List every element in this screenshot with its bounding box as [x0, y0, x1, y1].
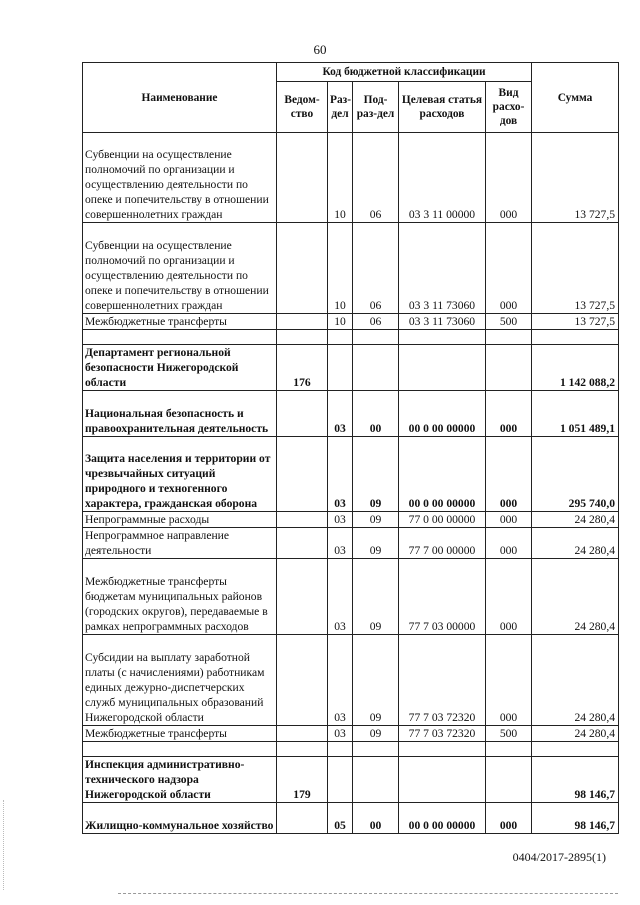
spacer-row	[83, 330, 619, 345]
cell-ved	[277, 437, 328, 512]
table-row	[83, 559, 619, 635]
cell-sum: 24 280,4	[532, 528, 619, 559]
cell-podrazdel: 09	[353, 437, 399, 512]
cell-csr: 77 7 03 72320	[399, 635, 486, 726]
page-number: 60	[313, 42, 327, 57]
cell-name: Межбюджетные трансферты	[83, 314, 277, 330]
cell-name: Субсидии на выплату заработной платы (с начислениями) работникам единых дежурно-диспетчерских служб муниципальных образований Нижегородской области	[83, 635, 277, 726]
col-header-name: Наименование	[83, 63, 277, 133]
cell-sum: 24 280,4	[532, 635, 619, 726]
table-row	[83, 314, 619, 330]
cell-csr: 03 3 11 00000	[399, 133, 486, 223]
cell-sum: 98 146,7	[532, 757, 619, 803]
table-body	[83, 133, 619, 834]
table-row	[83, 512, 619, 528]
cell-razdel	[328, 757, 353, 803]
cell-podrazdel	[353, 345, 399, 391]
table-row	[83, 803, 619, 834]
table-row	[83, 133, 619, 223]
cell-podrazdel: 00	[353, 803, 399, 834]
cell-name: Департамент региональной безопасности Нижегородской области	[83, 345, 277, 391]
cell-razdel: 03	[328, 391, 353, 437]
col-header-celevaya: Целевая статья расходов	[399, 82, 486, 133]
cell-ved	[277, 559, 328, 635]
cell-sum: 295 740,0	[532, 437, 619, 512]
cell-vid: 000	[486, 512, 532, 528]
cell-csr: 00 0 00 00000	[399, 437, 486, 512]
col-header-razdel: Раз-дел	[328, 82, 353, 133]
cell-name: Межбюджетные трансферты	[83, 726, 277, 742]
cell-vid: 000	[486, 559, 532, 635]
cell-podrazdel	[353, 757, 399, 803]
cell-podrazdel: 06	[353, 223, 399, 314]
cell-sum: 1 142 088,2	[532, 345, 619, 391]
cell-razdel: 10	[328, 314, 353, 330]
table-row	[83, 345, 619, 391]
cell-vid	[486, 345, 532, 391]
cell-csr	[399, 757, 486, 803]
cell-csr: 77 7 00 00000	[399, 528, 486, 559]
cell-csr	[399, 345, 486, 391]
cell-sum: 1 051 489,1	[532, 391, 619, 437]
table-header	[83, 63, 619, 133]
cell-name: Защита населения и территории от чрезвычайных ситуаций природного и техногенного характера, гражданская оборона	[83, 437, 277, 512]
col-header-podrazdel: Под-раз-дел	[353, 82, 399, 133]
cell-razdel: 03	[328, 437, 353, 512]
cell-podrazdel: 09	[353, 559, 399, 635]
cell-podrazdel: 09	[353, 512, 399, 528]
cell-ved	[277, 223, 328, 314]
cell-name: Межбюджетные трансферты бюджетам муниципальных районов (городских округов), передаваемые в рамках непрограммных расходов	[83, 559, 277, 635]
cell-ved	[277, 314, 328, 330]
cell-sum: 98 146,7	[532, 803, 619, 834]
cell-razdel: 03	[328, 726, 353, 742]
col-header-vedomstvo: Ведом-ство	[277, 82, 328, 133]
cell-razdel: 10	[328, 133, 353, 223]
cell-ved	[277, 391, 328, 437]
budget-table-container	[82, 62, 618, 834]
table-row	[83, 391, 619, 437]
cell-razdel: 03	[328, 635, 353, 726]
cell-ved	[277, 133, 328, 223]
cell-csr: 03 3 11 73060	[399, 314, 486, 330]
cell-name: Непрограммное направление деятельности	[83, 528, 277, 559]
spacer-row	[83, 742, 619, 757]
table-row	[83, 223, 619, 314]
cell-vid: 000	[486, 391, 532, 437]
cell-ved	[277, 726, 328, 742]
cell-csr: 00 0 00 00000	[399, 391, 486, 437]
cell-vid: 000	[486, 528, 532, 559]
cell-vid: 000	[486, 223, 532, 314]
table-row	[83, 528, 619, 559]
cell-podrazdel: 06	[353, 314, 399, 330]
table-row	[83, 635, 619, 726]
cell-razdel: 03	[328, 512, 353, 528]
cell-vid: 000	[486, 437, 532, 512]
cell-csr: 77 7 03 72320	[399, 726, 486, 742]
table-row	[83, 757, 619, 803]
cell-name: Национальная безопасность и правоохранительная деятельность	[83, 391, 277, 437]
cell-sum: 13 727,5	[532, 223, 619, 314]
cell-vid	[486, 757, 532, 803]
cell-name: Субвенции на осуществление полномочий по организации и осуществлению деятельности по опеке и попечительству в отношении совершеннолетних граждан	[83, 223, 277, 314]
budget-table	[82, 62, 619, 834]
cell-csr: 77 7 03 00000	[399, 559, 486, 635]
cell-sum: 24 280,4	[532, 512, 619, 528]
cell-name: Инспекция административно-технического надзора Нижегородской области	[83, 757, 277, 803]
cell-razdel: 03	[328, 528, 353, 559]
cell-ved	[277, 528, 328, 559]
cell-vid: 500	[486, 314, 532, 330]
cell-razdel	[328, 345, 353, 391]
bottom-scan-line	[118, 893, 618, 894]
cell-ved: 176	[277, 345, 328, 391]
left-scan-edge	[3, 800, 6, 890]
cell-vid: 000	[486, 635, 532, 726]
cell-vid: 500	[486, 726, 532, 742]
cell-razdel: 03	[328, 559, 353, 635]
col-header-sum: Сумма	[532, 63, 619, 133]
cell-sum: 24 280,4	[532, 559, 619, 635]
cell-ved	[277, 635, 328, 726]
cell-csr: 03 3 11 73060	[399, 223, 486, 314]
cell-ved	[277, 803, 328, 834]
cell-sum: 13 727,5	[532, 314, 619, 330]
cell-podrazdel: 09	[353, 726, 399, 742]
table-row	[83, 437, 619, 512]
col-header-classification: Код бюджетной классификации	[277, 63, 532, 82]
cell-razdel: 10	[328, 223, 353, 314]
cell-ved: 179	[277, 757, 328, 803]
cell-csr: 00 0 00 00000	[399, 803, 486, 834]
cell-name: Субвенции на осуществление полномочий по организации и осуществлению деятельности по опеке и попечительству в отношении совершеннолетних граждан	[83, 133, 277, 223]
cell-podrazdel: 09	[353, 528, 399, 559]
cell-podrazdel: 06	[353, 133, 399, 223]
cell-vid: 000	[486, 133, 532, 223]
cell-ved	[277, 512, 328, 528]
document-code: 0404/2017-2895(1)	[512, 850, 606, 864]
cell-razdel: 05	[328, 803, 353, 834]
cell-vid: 000	[486, 803, 532, 834]
cell-name: Жилищно-коммунальное хозяйство	[83, 803, 277, 834]
cell-csr: 77 0 00 00000	[399, 512, 486, 528]
col-header-vid: Вид расхо-дов	[486, 82, 532, 133]
cell-podrazdel: 00	[353, 391, 399, 437]
table-row	[83, 726, 619, 742]
cell-name: Непрограммные расходы	[83, 512, 277, 528]
cell-sum: 24 280,4	[532, 726, 619, 742]
cell-podrazdel: 09	[353, 635, 399, 726]
cell-sum: 13 727,5	[532, 133, 619, 223]
